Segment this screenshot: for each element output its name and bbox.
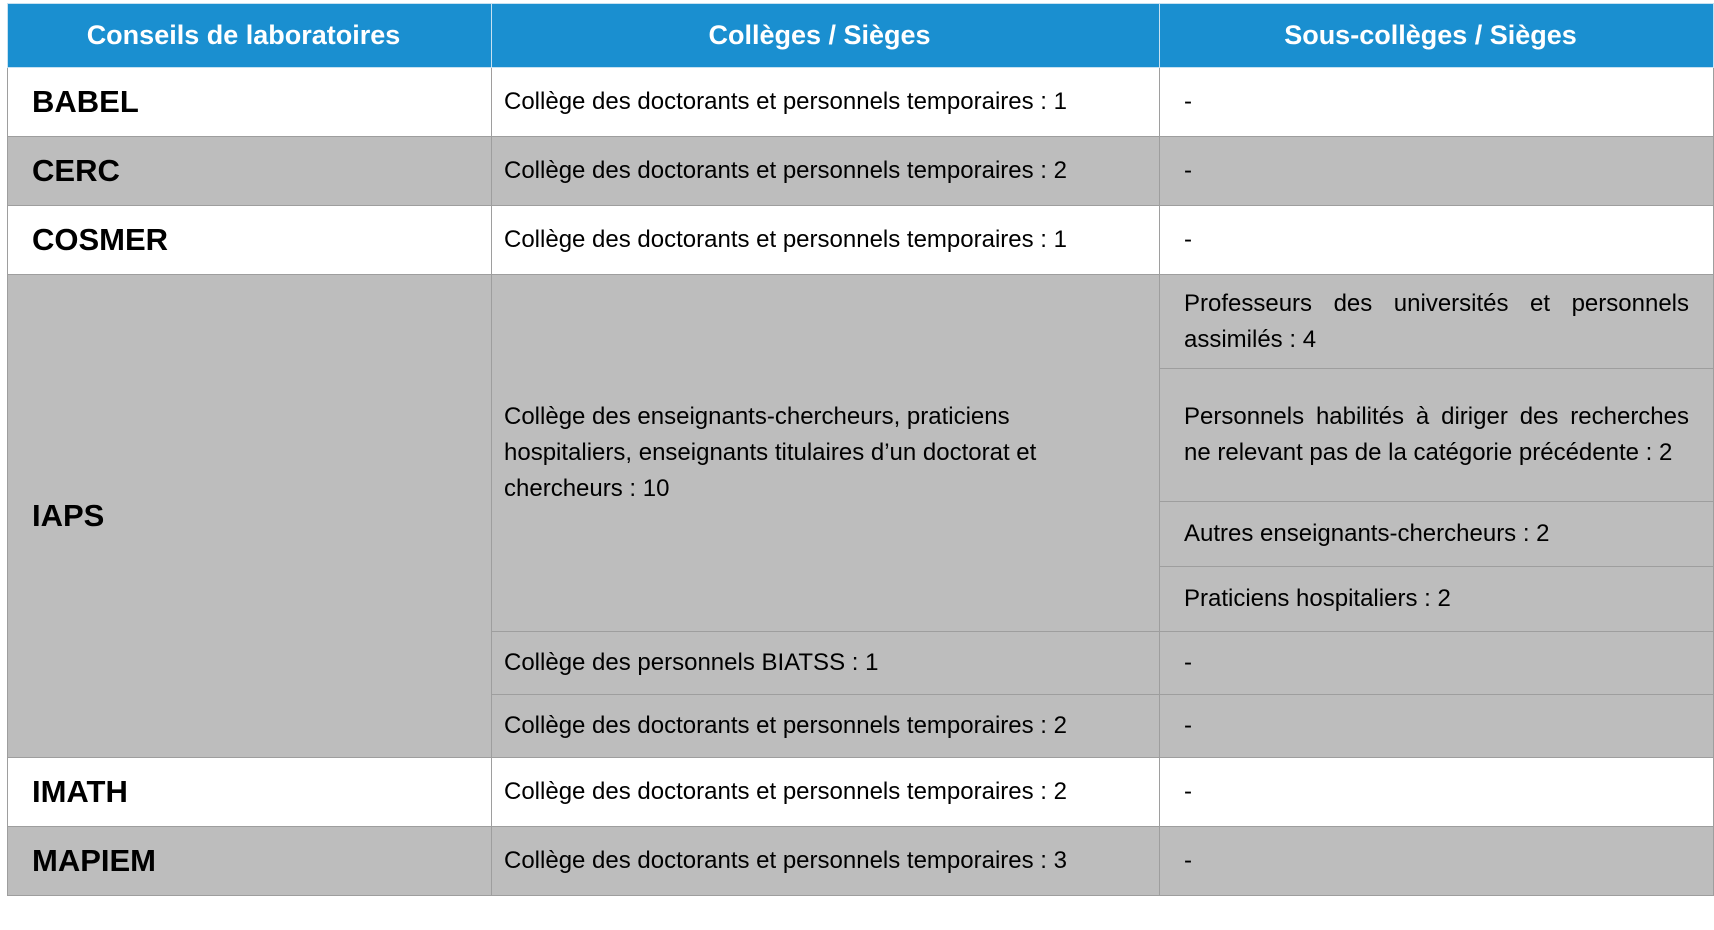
college-cell: Collège des enseignants-chercheurs, praticiens hospitaliers, enseignants titulaires d’un doctorat et chercheurs : 10 — [492, 275, 1160, 632]
college-cell: Collège des doctorants et personnels temporaires : 1 — [492, 68, 1160, 137]
sous-college-cell: - — [1160, 827, 1714, 896]
table-row — [8, 827, 1714, 896]
table-row — [8, 137, 1714, 206]
table-row — [8, 206, 1714, 275]
seats-table — [7, 3, 1714, 896]
header-labs: Conseils de laboratoires — [8, 4, 492, 68]
college-cell: Collège des personnels BIATSS : 1 — [492, 632, 1160, 695]
lab-name: CERC — [8, 137, 492, 206]
sous-college-cell: - — [1160, 137, 1714, 206]
sous-college-cell: Professeurs des universités et personnels assimilés : 4 — [1160, 275, 1714, 369]
sous-college-cell: Praticiens hospitaliers : 2 — [1160, 567, 1714, 632]
table-row — [8, 275, 1714, 369]
college-cell: Collège des doctorants et personnels temporaires : 2 — [492, 137, 1160, 206]
college-cell: Collège des doctorants et personnels temporaires : 2 — [492, 695, 1160, 758]
college-cell: Collège des doctorants et personnels temporaires : 2 — [492, 758, 1160, 827]
header-sous-colleges: Sous-collèges / Sièges — [1160, 4, 1714, 68]
lab-name: IAPS — [8, 275, 492, 758]
lab-name: MAPIEM — [8, 827, 492, 896]
header-row — [8, 4, 1714, 68]
lab-name: COSMER — [8, 206, 492, 275]
sous-college-cell: - — [1160, 68, 1714, 137]
college-cell: Collège des doctorants et personnels temporaires : 3 — [492, 827, 1160, 896]
sous-college-cell: - — [1160, 695, 1714, 758]
college-cell: Collège des doctorants et personnels temporaires : 1 — [492, 206, 1160, 275]
table-row — [8, 68, 1714, 137]
header-colleges: Collèges / Sièges — [492, 4, 1160, 68]
lab-name: BABEL — [8, 68, 492, 137]
sous-college-cell: - — [1160, 758, 1714, 827]
lab-name: IMATH — [8, 758, 492, 827]
table-row — [8, 758, 1714, 827]
sous-college-cell: - — [1160, 206, 1714, 275]
sous-college-cell: Autres enseignants-chercheurs : 2 — [1160, 502, 1714, 567]
seats-table-wrapper — [7, 3, 1714, 896]
sous-college-cell: - — [1160, 632, 1714, 695]
sous-college-cell: Personnels habilités à diriger des recherches ne relevant pas de la catégorie précédente : 2 — [1160, 369, 1714, 502]
